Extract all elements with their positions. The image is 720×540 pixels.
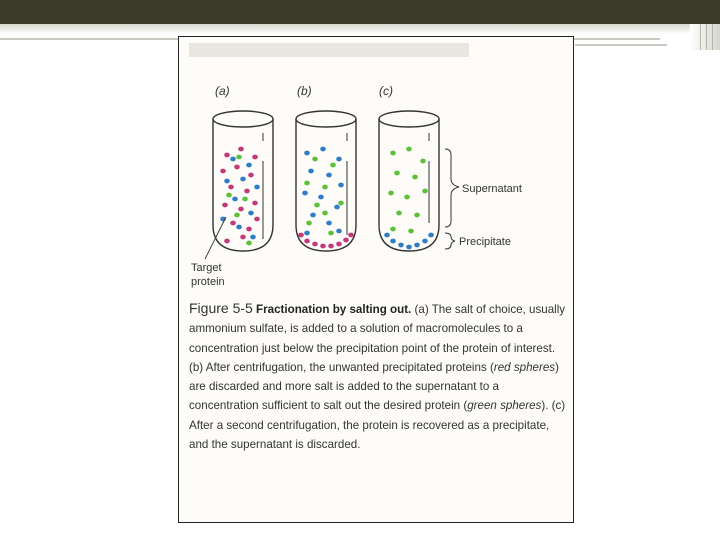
- protein-sphere: [404, 195, 410, 200]
- protein-sphere: [312, 242, 318, 247]
- protein-sphere: [326, 173, 332, 178]
- protein-sphere: [254, 217, 260, 222]
- protein-sphere: [240, 235, 246, 240]
- protein-sphere: [238, 147, 244, 152]
- protein-sphere: [252, 155, 258, 160]
- protein-sphere: [220, 169, 226, 174]
- protein-sphere: [428, 233, 434, 238]
- protein-sphere: [343, 238, 349, 243]
- protein-sphere: [406, 245, 412, 250]
- protein-sphere: [236, 155, 242, 160]
- protein-sphere: [230, 221, 236, 226]
- caption-text-3: ). (c) After a second centrifugation, the protein is recovered as a precipitate, and the supernatant is discarded.: [189, 399, 566, 452]
- protein-sphere: [248, 211, 254, 216]
- protein-sphere: [306, 221, 312, 226]
- panel-label-b: (b): [297, 84, 312, 98]
- protein-sphere: [224, 239, 230, 244]
- protein-sphere: [328, 231, 334, 236]
- protein-sphere: [422, 239, 428, 244]
- protein-sphere: [246, 163, 252, 168]
- protein-sphere: [302, 191, 308, 196]
- protein-sphere: [398, 243, 404, 248]
- protein-sphere: [228, 185, 234, 190]
- protein-sphere: [390, 227, 396, 232]
- precipitate-bracket: [445, 233, 455, 249]
- protein-sphere: [304, 181, 310, 186]
- caption-text-1: (a) The salt of choice, usually ammonium sulfate, is added to a solution of macromolecules to a concentration just below the precipitation point of the protein of interest. (b) After centrifugation, the unwanted precipitated proteins (: [189, 303, 566, 374]
- protein-sphere: [234, 213, 240, 218]
- protein-sphere: [230, 157, 236, 162]
- panel-label-a: (a): [215, 84, 230, 98]
- protein-sphere: [336, 157, 342, 162]
- protein-spheres: [220, 147, 434, 250]
- protein-sphere: [312, 157, 318, 162]
- protein-sphere: [414, 243, 420, 248]
- protein-sphere: [330, 163, 336, 168]
- protein-sphere: [244, 189, 250, 194]
- target-label-line1: Target: [191, 262, 222, 274]
- protein-sphere: [320, 244, 326, 249]
- protein-sphere: [336, 242, 342, 247]
- protein-sphere: [298, 233, 304, 238]
- protein-sphere: [390, 239, 396, 244]
- protein-sphere: [322, 185, 328, 190]
- protein-sphere: [338, 183, 344, 188]
- test-tube-b: [296, 111, 356, 251]
- protein-sphere: [248, 173, 254, 178]
- protein-sphere: [240, 177, 246, 182]
- protein-sphere: [232, 197, 238, 202]
- protein-sphere: [320, 147, 326, 152]
- protein-sphere: [396, 211, 402, 216]
- protein-sphere: [384, 233, 390, 238]
- caption-text-2: ) are discarded and more salt is added to the supernatant to a concentration sufficient to salt out the desired protein (: [189, 360, 559, 413]
- protein-sphere: [252, 201, 258, 206]
- title-bar: [0, 0, 720, 24]
- precipitate-label: Precipitate: [459, 236, 511, 248]
- faded-header: [189, 43, 469, 57]
- protein-sphere: [304, 231, 310, 236]
- protein-sphere: [336, 229, 342, 234]
- protein-sphere: [304, 239, 310, 244]
- protein-sphere: [236, 225, 242, 230]
- protein-sphere: [318, 195, 324, 200]
- figure-number: Figure 5-5: [189, 300, 253, 316]
- protein-sphere: [412, 175, 418, 180]
- protein-sphere: [390, 151, 396, 156]
- protein-sphere: [414, 213, 420, 218]
- protein-sphere: [222, 203, 228, 208]
- figure-title: Fractionation by salting out.: [256, 303, 412, 316]
- protein-sphere: [250, 235, 256, 240]
- supernatant-label: Supernatant: [462, 183, 522, 195]
- protein-sphere: [388, 191, 394, 196]
- protein-sphere: [420, 159, 426, 164]
- protein-sphere: [334, 205, 340, 210]
- caption-red-spheres: red spheres: [493, 360, 556, 374]
- protein-sphere: [326, 221, 332, 226]
- corner-ribbon-line: [706, 24, 707, 50]
- corner-ribbon-line: [712, 24, 713, 50]
- protein-sphere: [314, 203, 320, 208]
- target-label-line2: protein: [191, 276, 225, 288]
- panel-label-c: (c): [379, 84, 393, 98]
- protein-sphere: [406, 147, 412, 152]
- protein-sphere: [242, 197, 248, 202]
- protein-sphere: [308, 169, 314, 174]
- protein-sphere: [304, 151, 310, 156]
- protein-sphere: [246, 241, 252, 246]
- protein-sphere: [348, 233, 354, 238]
- corner-ribbon: [690, 24, 720, 50]
- supernatant-bracket: [445, 149, 459, 227]
- protein-sphere: [322, 211, 328, 216]
- target-protein-leader: [205, 217, 226, 259]
- protein-sphere: [422, 189, 428, 194]
- caption-green-spheres: green spheres: [467, 399, 542, 413]
- protein-sphere: [338, 201, 344, 206]
- protein-sphere: [234, 165, 240, 170]
- protein-sphere: [226, 193, 232, 198]
- decorative-rule: [575, 44, 667, 46]
- protein-sphere: [408, 229, 414, 234]
- protein-sphere: [246, 227, 252, 232]
- protein-sphere: [254, 185, 260, 190]
- protein-sphere: [328, 244, 334, 249]
- title-bar-shadow: [0, 24, 720, 34]
- protein-sphere: [224, 179, 230, 184]
- figure-5-5: [178, 36, 574, 523]
- protein-sphere: [238, 207, 244, 212]
- figure-caption: [189, 299, 569, 454]
- salting-out-diagram: [179, 37, 573, 297]
- protein-sphere: [310, 213, 316, 218]
- corner-ribbon-line: [700, 24, 701, 50]
- protein-sphere: [394, 171, 400, 176]
- protein-sphere: [224, 153, 230, 158]
